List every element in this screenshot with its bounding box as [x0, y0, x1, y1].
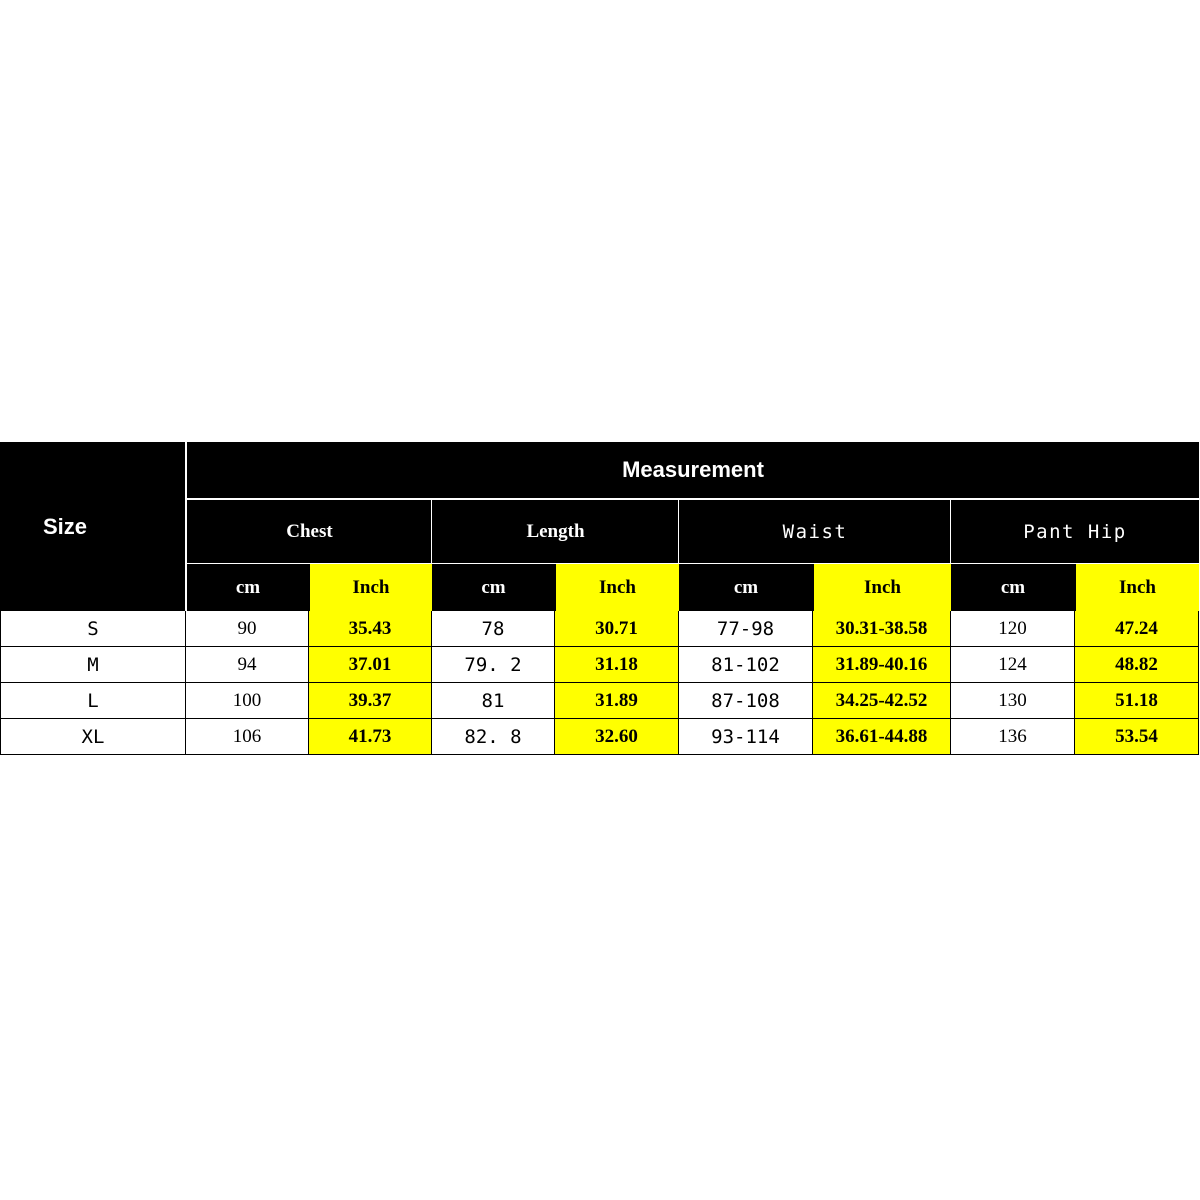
- cell-chest-cm: 100: [186, 683, 309, 719]
- cell-waist-in: 36.61-44.88: [813, 719, 951, 755]
- cell-size: XL: [0, 719, 186, 755]
- chest-header: Chest: [187, 500, 432, 564]
- cell-waist-cm: 93-114: [679, 719, 813, 755]
- size-header: Size: [0, 442, 185, 611]
- cell-length-cm: 78: [432, 611, 555, 647]
- waist-group-divider: [678, 500, 679, 564]
- cell-hip-in: 51.18: [1075, 683, 1199, 719]
- cell-size: L: [0, 683, 186, 719]
- chest-unit-inch: Inch: [309, 564, 432, 611]
- size-chart-table: [0, 442, 1199, 756]
- cell-hip-cm: 130: [951, 683, 1075, 719]
- cell-hip-in: 48.82: [1075, 647, 1199, 683]
- cell-chest-cm: 94: [186, 647, 309, 683]
- cell-length-cm: 79. 2: [432, 647, 555, 683]
- cell-size: M: [0, 647, 186, 683]
- cell-hip-cm: 124: [951, 647, 1075, 683]
- cell-hip-cm: 136: [951, 719, 1075, 755]
- cell-chest-in: 41.73: [309, 719, 432, 755]
- pant-hip-unit-cm: cm: [951, 564, 1075, 611]
- cell-waist-in: 34.25-42.52: [813, 683, 951, 719]
- cell-hip-in: 47.24: [1075, 611, 1199, 647]
- cell-length-in: 30.71: [555, 611, 679, 647]
- length-unit-inch: Inch: [555, 564, 679, 611]
- pant-hip-group-divider: [950, 500, 951, 564]
- chest-unit-cm: cm: [187, 564, 309, 611]
- cell-waist-cm: 77-98: [679, 611, 813, 647]
- cell-length-cm: 81: [432, 683, 555, 719]
- cell-chest-cm: 106: [186, 719, 309, 755]
- cell-hip-cm: 120: [951, 611, 1075, 647]
- cell-chest-in: 35.43: [309, 611, 432, 647]
- cell-waist-in: 31.89-40.16: [813, 647, 951, 683]
- length-group-divider: [431, 500, 432, 564]
- cell-hip-in: 53.54: [1075, 719, 1199, 755]
- cell-chest-in: 37.01: [309, 647, 432, 683]
- length-header: Length: [432, 500, 679, 564]
- length-unit-cm: cm: [432, 564, 555, 611]
- cell-waist-cm: 87-108: [679, 683, 813, 719]
- cell-size: S: [0, 611, 186, 647]
- cell-length-in: 32.60: [555, 719, 679, 755]
- measurement-header: Measurement: [187, 442, 1199, 498]
- cell-waist-in: 30.31-38.58: [813, 611, 951, 647]
- pant-hip-header: Pant Hip: [951, 500, 1199, 564]
- cell-length-in: 31.18: [555, 647, 679, 683]
- cell-length-cm: 82. 8: [432, 719, 555, 755]
- cell-waist-cm: 81-102: [679, 647, 813, 683]
- waist-header: Waist: [679, 500, 951, 564]
- waist-unit-inch: Inch: [813, 564, 951, 611]
- cell-chest-cm: 90: [186, 611, 309, 647]
- waist-unit-cm: cm: [679, 564, 813, 611]
- cell-chest-in: 39.37: [309, 683, 432, 719]
- pant-hip-unit-inch: Inch: [1075, 564, 1199, 611]
- cell-length-in: 31.89: [555, 683, 679, 719]
